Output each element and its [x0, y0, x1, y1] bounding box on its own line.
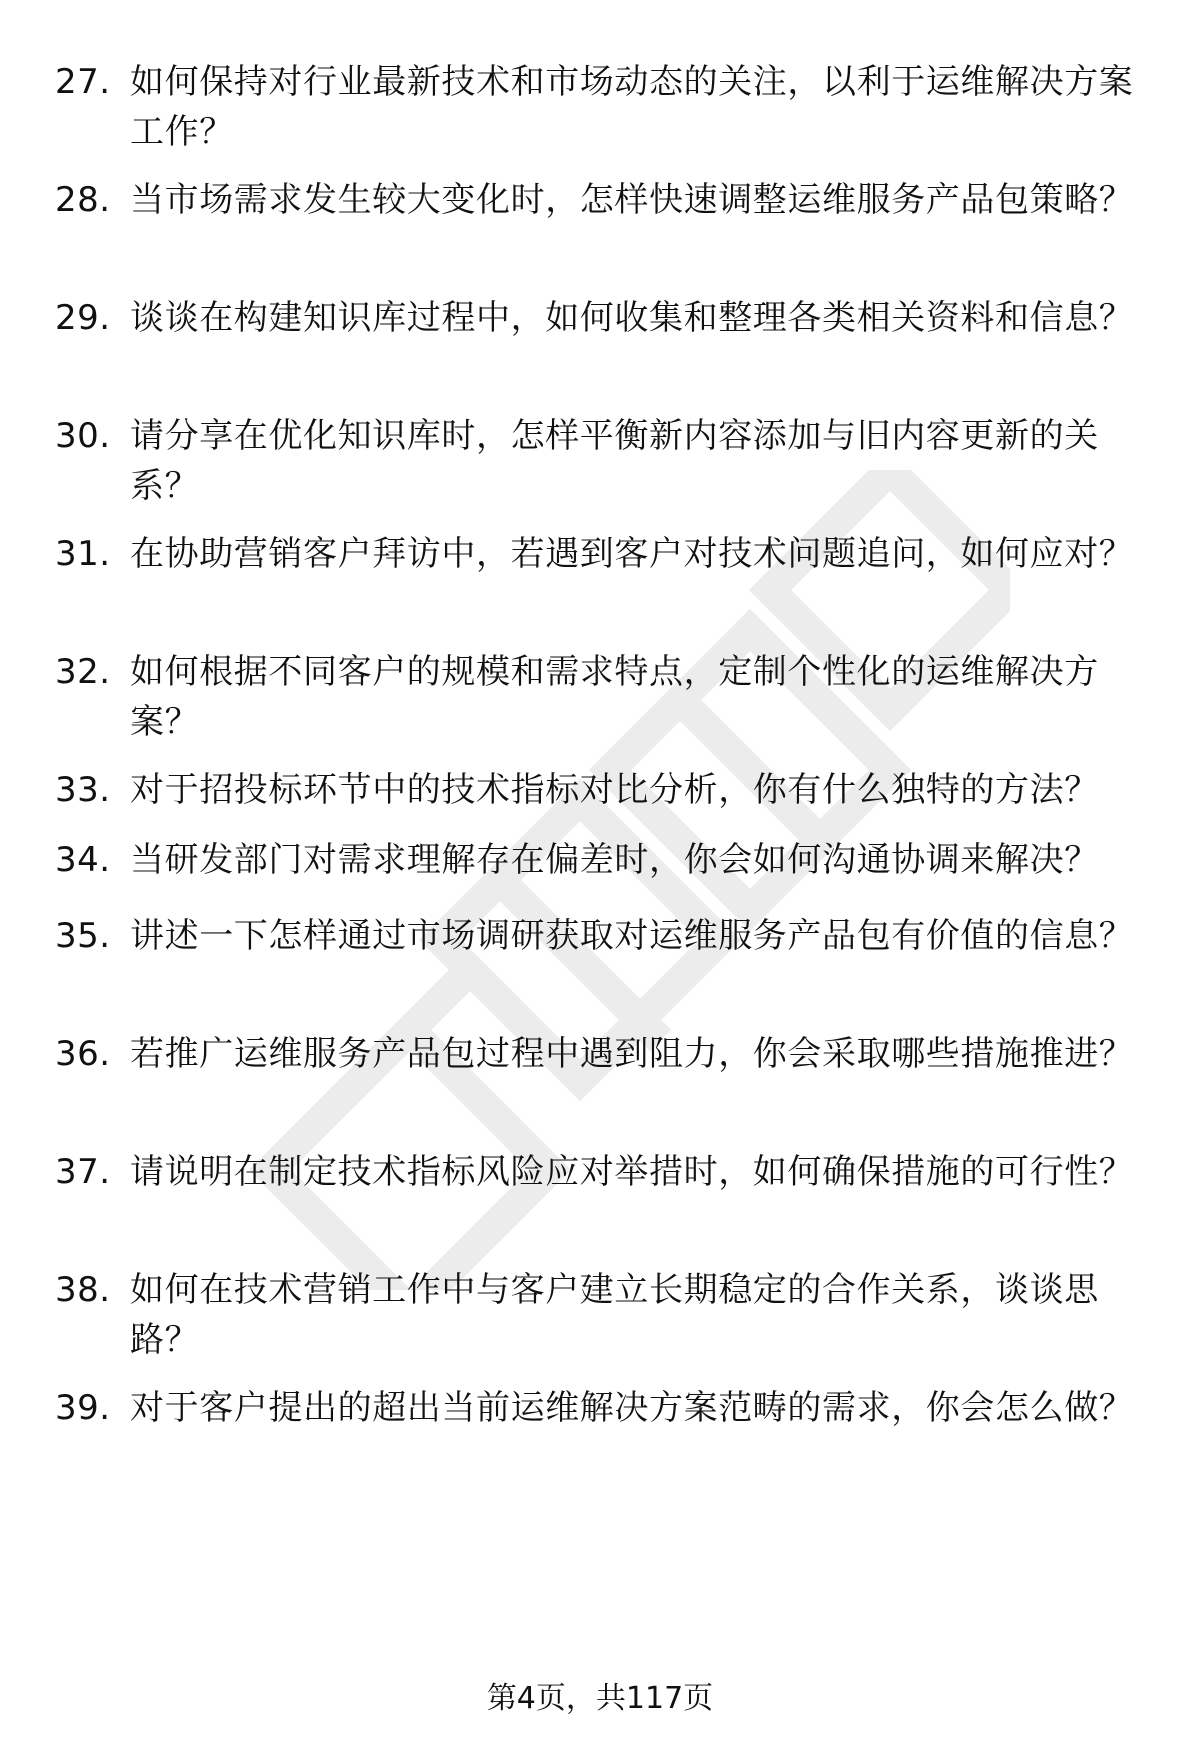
question-text: 如何根据不同客户的规模和需求特点，定制个性化的运维解决方案？: [130, 652, 1099, 742]
question-number: 36.: [55, 1034, 111, 1074]
page-footer: [0, 1679, 1200, 1719]
question-text: 请说明在制定技术指标风险应对举措时，如何确保措施的可行性？: [130, 1152, 1134, 1192]
question-number: 32.: [55, 652, 111, 692]
question-text: 当研发部门对需求理解存在偏差时，你会如何沟通协调来解决？: [130, 840, 1099, 880]
question-text: 如何在技术营销工作中与客户建立长期稳定的合作关系，谈谈思路？: [130, 1270, 1099, 1360]
page-number-label: 第4页，共117页: [486, 1681, 714, 1716]
question-number: 37.: [55, 1152, 111, 1192]
question-text: 若推广运维服务产品包过程中遇到阻力，你会采取哪些措施推进？: [130, 1034, 1134, 1074]
question-number: 29.: [55, 298, 111, 338]
question-number: 28.: [55, 180, 111, 220]
question-number: 31.: [55, 534, 111, 574]
question-text: 如何保持对行业最新技术和市场动态的关注，以利于运维解决方案工作？: [130, 62, 1134, 152]
question-number: 30.: [55, 416, 111, 456]
question-number: 39.: [55, 1388, 111, 1428]
question-number: 33.: [55, 770, 111, 810]
question-number: 35.: [55, 916, 111, 956]
question-number: 38.: [55, 1270, 111, 1310]
question-number: 34.: [55, 840, 111, 880]
question-text: 讲述一下怎样通过市场调研获取对运维服务产品包有价值的信息？: [130, 916, 1134, 956]
question-text: 谈谈在构建知识库过程中，如何收集和整理各类相关资料和信息？: [130, 298, 1134, 338]
question-number: 27.: [55, 62, 111, 102]
question-text: 请分享在优化知识库时，怎样平衡新内容添加与旧内容更新的关系？: [130, 416, 1099, 506]
question-text: 当市场需求发生较大变化时，怎样快速调整运维服务产品包策略？: [130, 180, 1134, 220]
question-text: 在协助营销客户拜访中，若遇到客户对技术问题追问，如何应对？: [130, 534, 1134, 574]
question-text: 对于招投标环节中的技术指标对比分析，你有什么独特的方法？: [130, 770, 1099, 810]
question-text: 对于客户提出的超出当前运维解决方案范畴的需求，你会怎么做？: [130, 1388, 1134, 1428]
